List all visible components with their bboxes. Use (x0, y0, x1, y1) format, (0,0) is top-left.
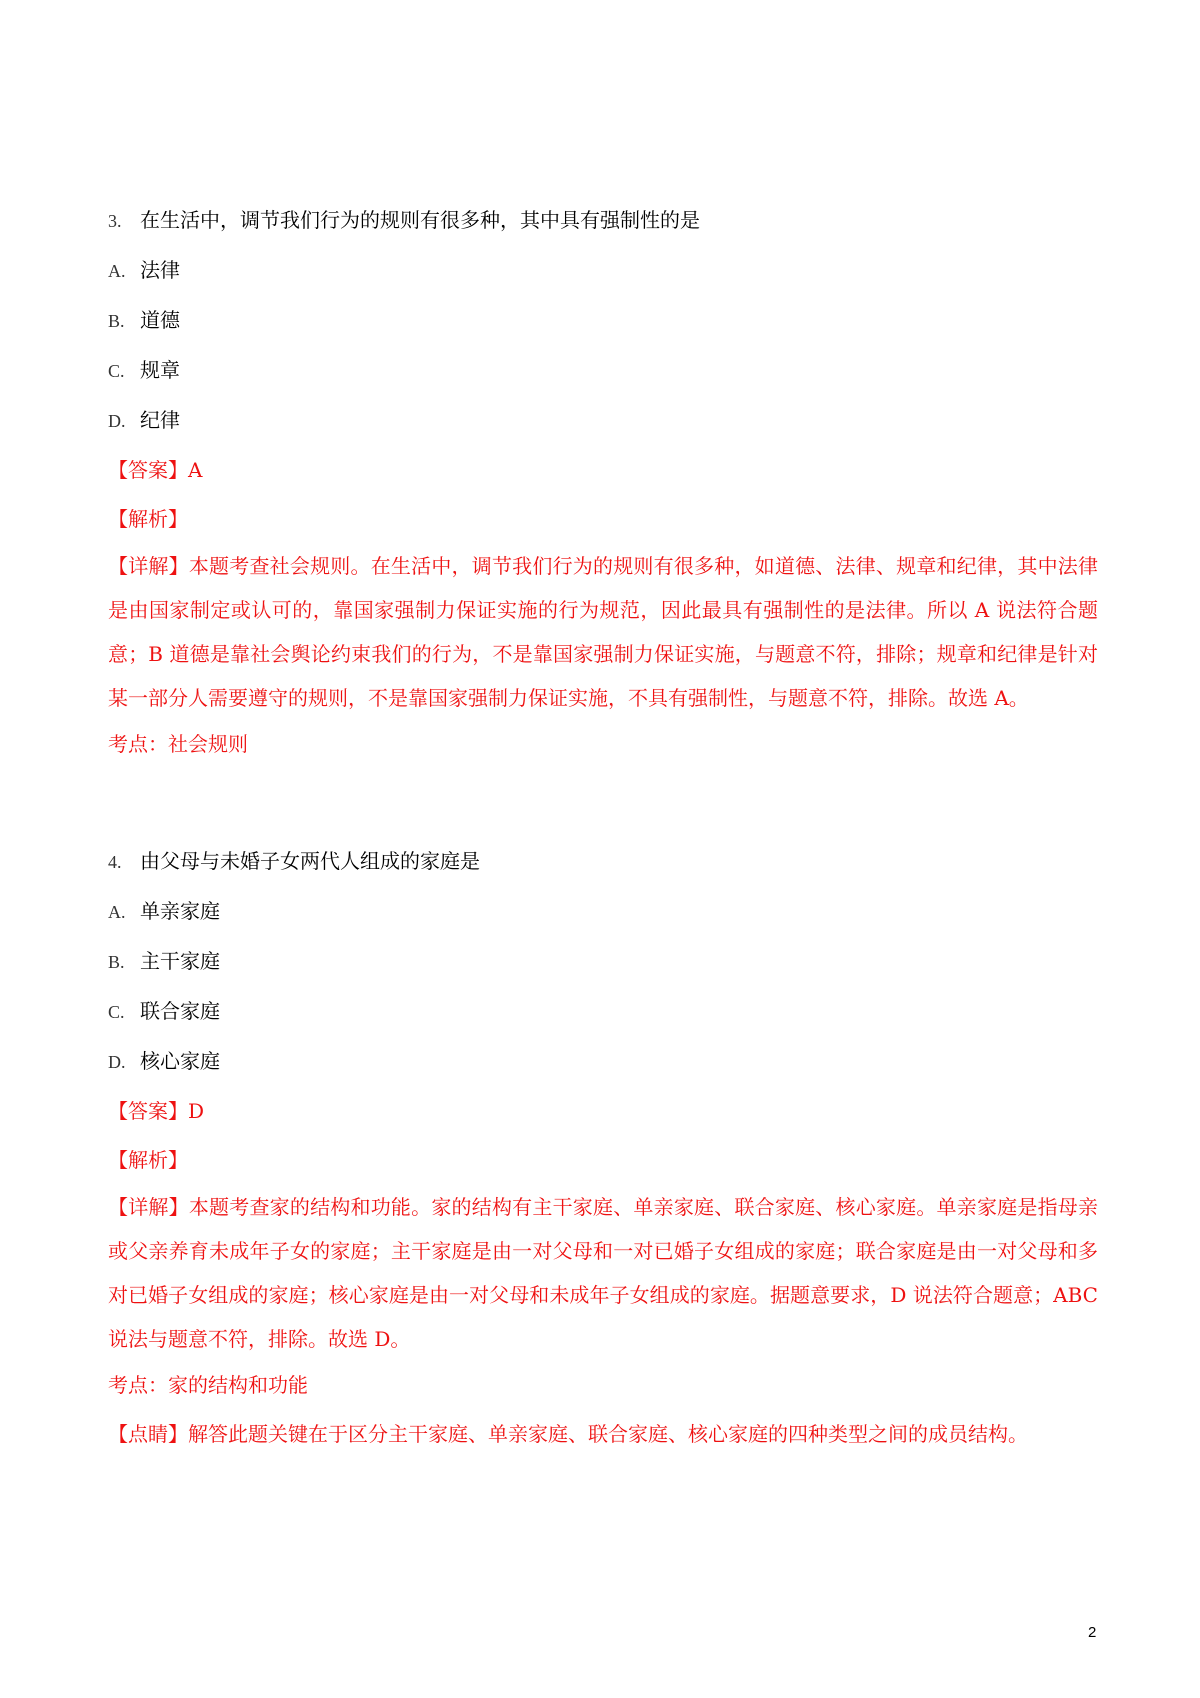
answer-label: 【答案】 (108, 1099, 188, 1123)
option-text: 道德 (140, 308, 180, 332)
option-c (108, 987, 1098, 1037)
answer-label: 【答案】 (108, 458, 188, 482)
detail-label: 【详解】 (108, 554, 189, 578)
option-letter: D. (108, 411, 126, 431)
kaodian-line: 考点：家的结构和功能 (108, 1373, 308, 1397)
option-text: 规章 (140, 358, 180, 382)
answer-value: D (188, 1099, 205, 1123)
analysis-label: 【解析】 (108, 507, 188, 531)
question-3 (108, 196, 1098, 769)
answer-line (108, 446, 1098, 495)
kaodian-line: 考点：社会规则 (108, 732, 248, 756)
question-number: 4. (108, 852, 122, 872)
option-letter: C. (108, 1002, 125, 1022)
analysis-label: 【解析】 (108, 1148, 188, 1172)
option-letter: A. (108, 261, 126, 281)
detail-paragraph (108, 544, 1098, 720)
option-b (108, 937, 1098, 987)
detail-text: 本题考查家的结构和功能。家的结构有主干家庭、单亲家庭、联合家庭、核心家庭。单亲家庭是指母亲或父亲养育未成年子女的家庭；主干家庭是由一对父母和一对已婚子女组成的家庭；联合家庭是由一对父母和多对已婚子女组成的家庭；核心家庭是由一对父母和未成年子女组成的家庭。据题意要求，D 说法符合题意；ABC 说法与题意不符，排除。故选 D。 (108, 1195, 1099, 1351)
option-b (108, 296, 1098, 346)
option-text: 单亲家庭 (140, 899, 220, 923)
question-text: 在生活中，调节我们行为的规则有很多种，其中具有强制性的是 (140, 208, 700, 232)
detail-label: 【详解】 (108, 1195, 189, 1219)
detail-paragraph (108, 1185, 1098, 1361)
page-number: 2 (1088, 1624, 1097, 1641)
option-text: 联合家庭 (140, 999, 220, 1023)
option-d (108, 396, 1098, 446)
option-text: 核心家庭 (140, 1049, 220, 1073)
dianjing-label: 【点睛】 (108, 1422, 188, 1446)
answer-value: A (188, 458, 203, 482)
question-text: 由父母与未婚子女两代人组成的家庭是 (140, 849, 480, 873)
option-letter: A. (108, 902, 126, 922)
answer-line (108, 1087, 1098, 1136)
question-number: 3. (108, 211, 122, 231)
question-4 (108, 837, 1098, 1459)
question-stem (108, 837, 1098, 887)
dianjing-text: 解答此题关键在于区分主干家庭、单亲家庭、联合家庭、核心家庭的四种类型之间的成员结构。 (188, 1422, 1028, 1446)
dianjing-line (108, 1410, 1098, 1459)
option-a (108, 887, 1098, 937)
question-stem (108, 196, 1098, 246)
option-letter: C. (108, 361, 125, 381)
page-content (108, 196, 1098, 1459)
detail-text: 本题考查社会规则。在生活中，调节我们行为的规则有很多种，如道德、法律、规章和纪律，其中法律是由国家制定或认可的，靠国家强制力保证实施的行为规范，因此最具有强制性的是法律。所以 A 说法符合题意；B 道德是靠社会舆论约束我们的行为，不是靠国家强制力保证实施，与题意不符，排除；规章和纪律是针对某一部分人需要遵守的规则，不是靠国家强制力保证实施，不具有强制性，与题意不符，排除。故选 A。 (108, 554, 1099, 710)
option-letter: D. (108, 1052, 126, 1072)
option-letter: B. (108, 311, 125, 331)
option-a (108, 246, 1098, 296)
option-text: 法律 (140, 258, 180, 282)
option-text: 主干家庭 (140, 949, 220, 973)
option-letter: B. (108, 952, 125, 972)
option-c (108, 346, 1098, 396)
option-d (108, 1037, 1098, 1087)
option-text: 纪律 (140, 408, 180, 432)
